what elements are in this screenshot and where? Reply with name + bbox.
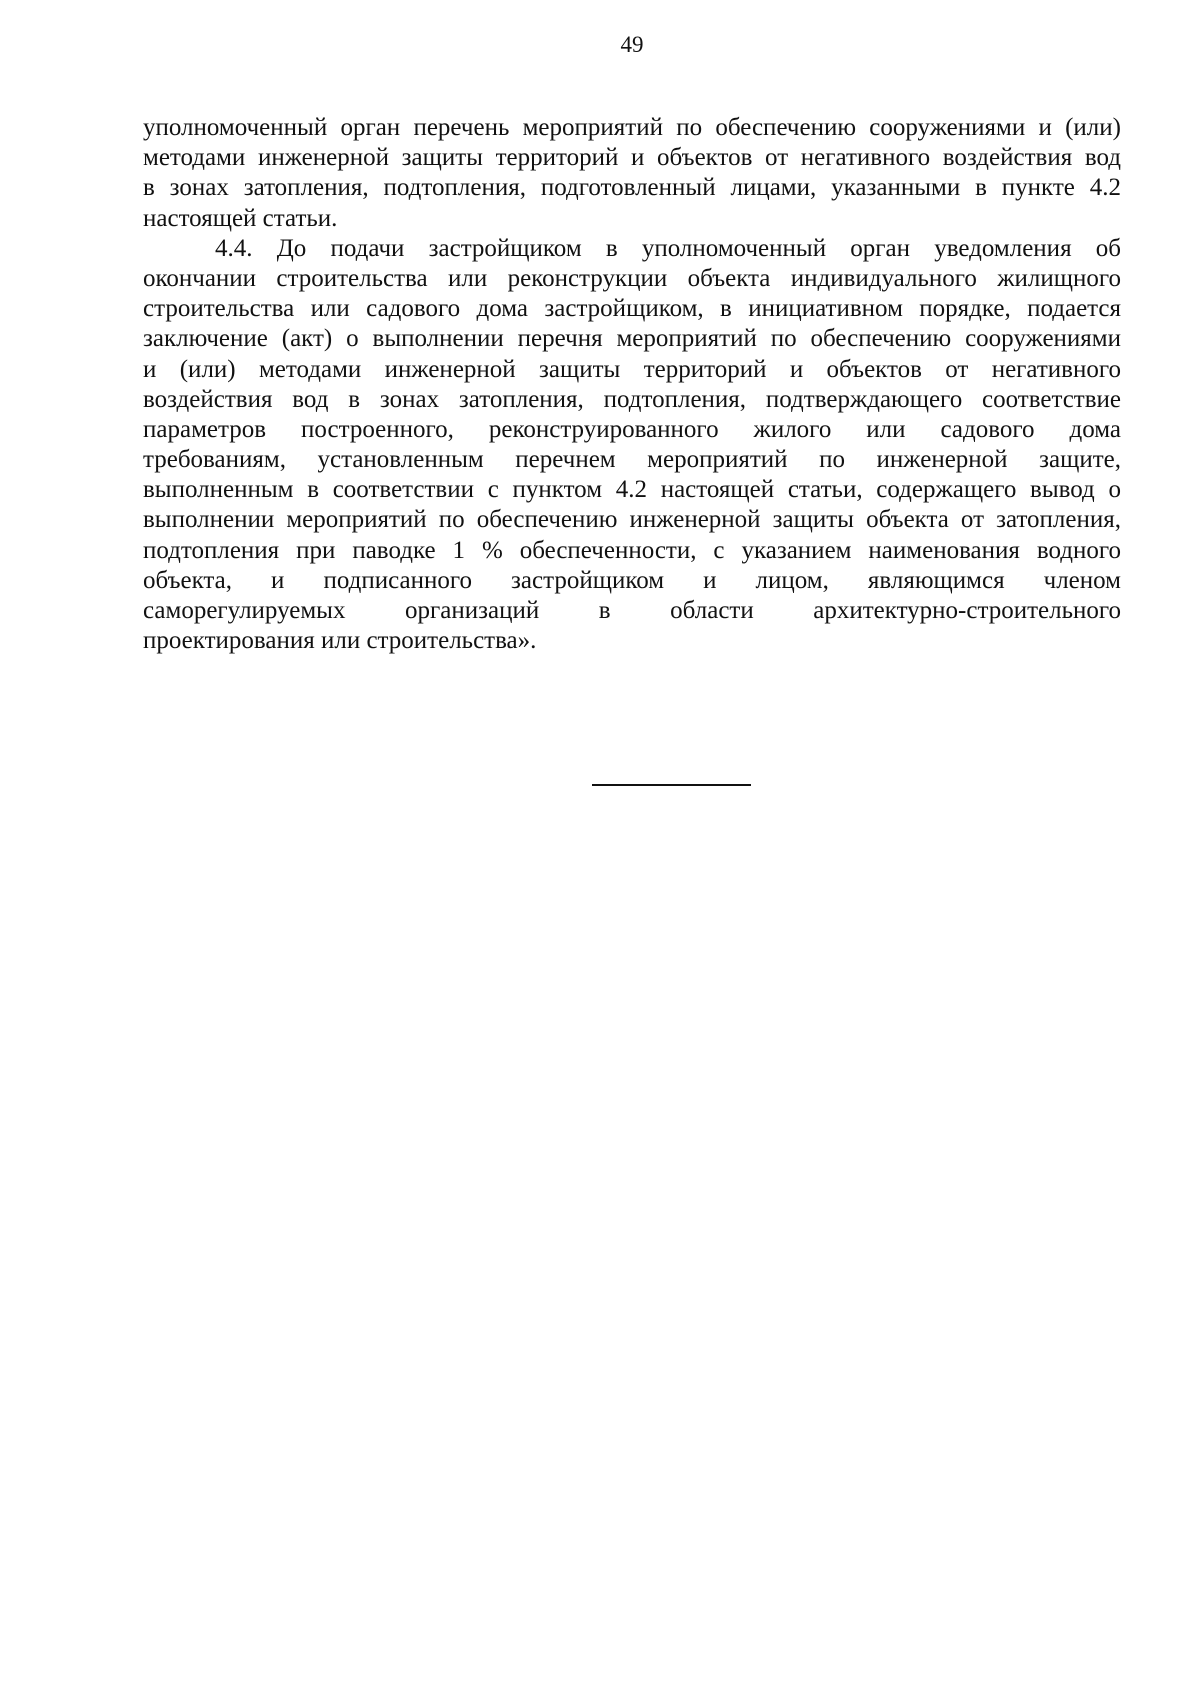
text-line: 4.4. До подачи застройщиком в уполномоченный орган уведомления об (215, 234, 1121, 262)
text-line: объекта, и подписанного застройщиком и лицом, являющимся членом (143, 566, 1121, 594)
text-line: проектирования или строительства». (143, 627, 537, 655)
body-text (143, 113, 1121, 656)
text-line: саморегулируемых организаций в области архитектурно-строительного (143, 597, 1121, 624)
text-line: в зонах затопления, подтопления, подготовленный лицами, указанными в пункте 4.2 (143, 174, 1121, 202)
text-line: и (или) методами инженерной защиты территорий и объектов от негативного (143, 355, 1121, 383)
text-line: требованиям, установленным перечнем мероприятий по инженерной защите, (143, 446, 1121, 474)
text-line: уполномоченный орган перечень мероприятий по обеспечению сооружениями и (или) (143, 114, 1121, 141)
page-number: 49 (620, 32, 644, 57)
text-line: выполненным в соответствии с пунктом 4.2 настоящей статьи, содержащего вывод о (143, 476, 1121, 504)
text-line: подтопления при паводке 1 % обеспеченности, с указанием наименования водного (143, 536, 1121, 564)
end-separator-line (592, 784, 751, 786)
text-line: воздействия вод в зонах затопления, подтопления, подтверждающего соответствие (143, 385, 1121, 413)
text-line: методами инженерной защиты территорий и объектов от негативного воздействия вод (143, 144, 1121, 172)
text-line: выполнении мероприятий по обеспечению инженерной защиты объекта от затопления, (143, 506, 1121, 534)
text-line: параметров построенного, реконструированного жилого или садового дома (143, 415, 1121, 443)
text-line: окончании строительства или реконструкции объекта индивидуального жилищного (143, 264, 1121, 292)
text-line: строительства или садового дома застройщиком, в инициативном порядке, подается (143, 295, 1121, 323)
text-line: настоящей статьи. (143, 204, 338, 232)
text-line: заключение (акт) о выполнении перечня мероприятий по обеспечению сооружениями (143, 325, 1121, 353)
